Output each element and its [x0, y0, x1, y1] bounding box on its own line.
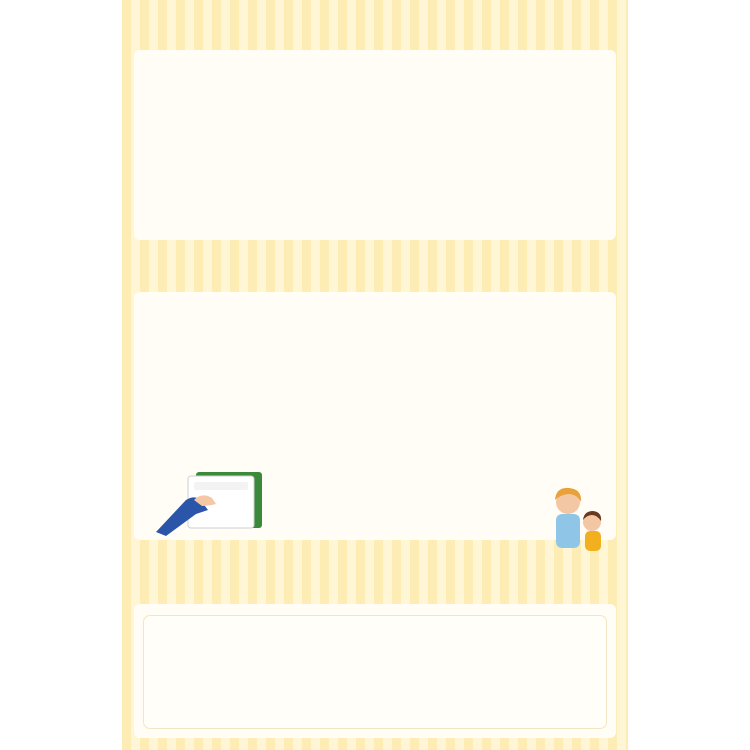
abilities-panel — [134, 50, 616, 240]
smooth-card — [144, 616, 606, 728]
page — [122, 0, 628, 750]
approach-panel — [134, 292, 616, 540]
section-title-approach — [122, 250, 628, 294]
family-illustration — [542, 484, 614, 556]
booklet-illustration — [156, 470, 264, 536]
section-title-smooth — [122, 560, 628, 604]
smooth-panel — [134, 604, 616, 738]
section-title-abilities — [134, 8, 616, 52]
